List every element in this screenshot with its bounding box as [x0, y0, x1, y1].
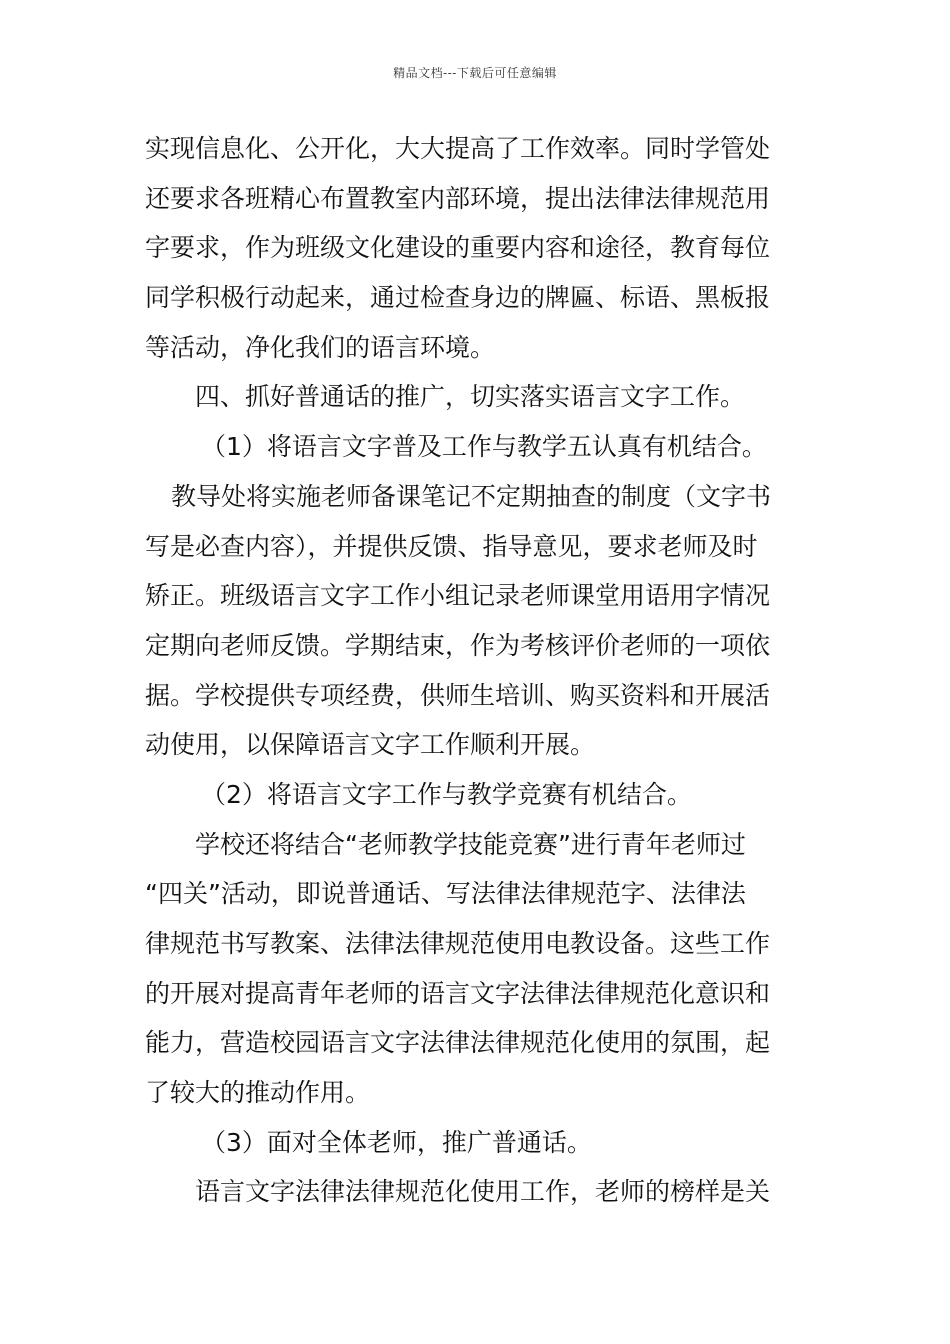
paragraph-line: 定期向老师反馈。学期结束，作为考核评价老师的一项依	[145, 630, 771, 660]
paragraph-line: 等活动，净化我们的语言环境。	[145, 332, 496, 362]
paragraph-line: 写是必查内容），并提供反馈、指导意见，要求老师及时	[145, 531, 758, 561]
paragraph-line: 了较大的推动作用。	[145, 1078, 371, 1108]
paragraph-line: 矫正。班级语言文字工作小组记录老师课堂用语用字情况	[145, 581, 771, 611]
paragraph-line: 同学积极行动起来，通过检查身边的牌匾、标语、黑板报	[145, 283, 771, 313]
subsection-heading: （3）面对全体老师，推广普通话。	[201, 1127, 592, 1157]
paragraph-line: “四关”活动，即说普通话、写法律法律规范字、法律法	[145, 879, 746, 909]
paragraph-line: 据。学校提供专项经费，供师生培训、购买资料和开展活	[145, 680, 771, 710]
paragraph-line: 的开展对提高青年老师的语言文字法律法律规范化意识和	[145, 978, 771, 1008]
paragraph-line: 还要求各班精心布置教室内部环境，提出法律法律规范用	[145, 183, 771, 213]
paragraph-line: 语言文字法律法律规范化使用工作，老师的榜样是关	[195, 1177, 771, 1207]
paragraph-line: 学校还将结合“老师教学技能竞赛”进行青年老师过	[195, 829, 746, 859]
paragraph-line: 字要求，作为班级文化建设的重要内容和途径，教育每位	[145, 233, 771, 263]
paragraph-line: 动使用，以保障语言文字工作顺利开展。	[145, 730, 596, 760]
subsection-heading: （1）将语言文字普及工作与教学五认真有机结合。	[201, 432, 767, 462]
paragraph-line: 律规范书写教案、法律法律规范使用电教设备。这些工作	[145, 929, 771, 958]
section-heading: 四、抓好普通话的推广，切实落实语言文字工作。	[195, 382, 746, 412]
subsection-heading: （2）将语言文字工作与教学竞赛有机结合。	[201, 779, 692, 809]
document-body	[145, 124, 807, 1217]
page-header: 精品文档---下载后可任意编辑	[393, 66, 557, 80]
paragraph-line: 能力，营造校园语言文字法律法律规范化使用的氛围，起	[145, 1028, 771, 1058]
paragraph-line: 实现信息化、公开化，大大提高了工作效率。同时学管处	[145, 134, 771, 163]
paragraph-line: 教导处将实施老师备课笔记不定期抽查的制度（文字书	[171, 481, 772, 511]
